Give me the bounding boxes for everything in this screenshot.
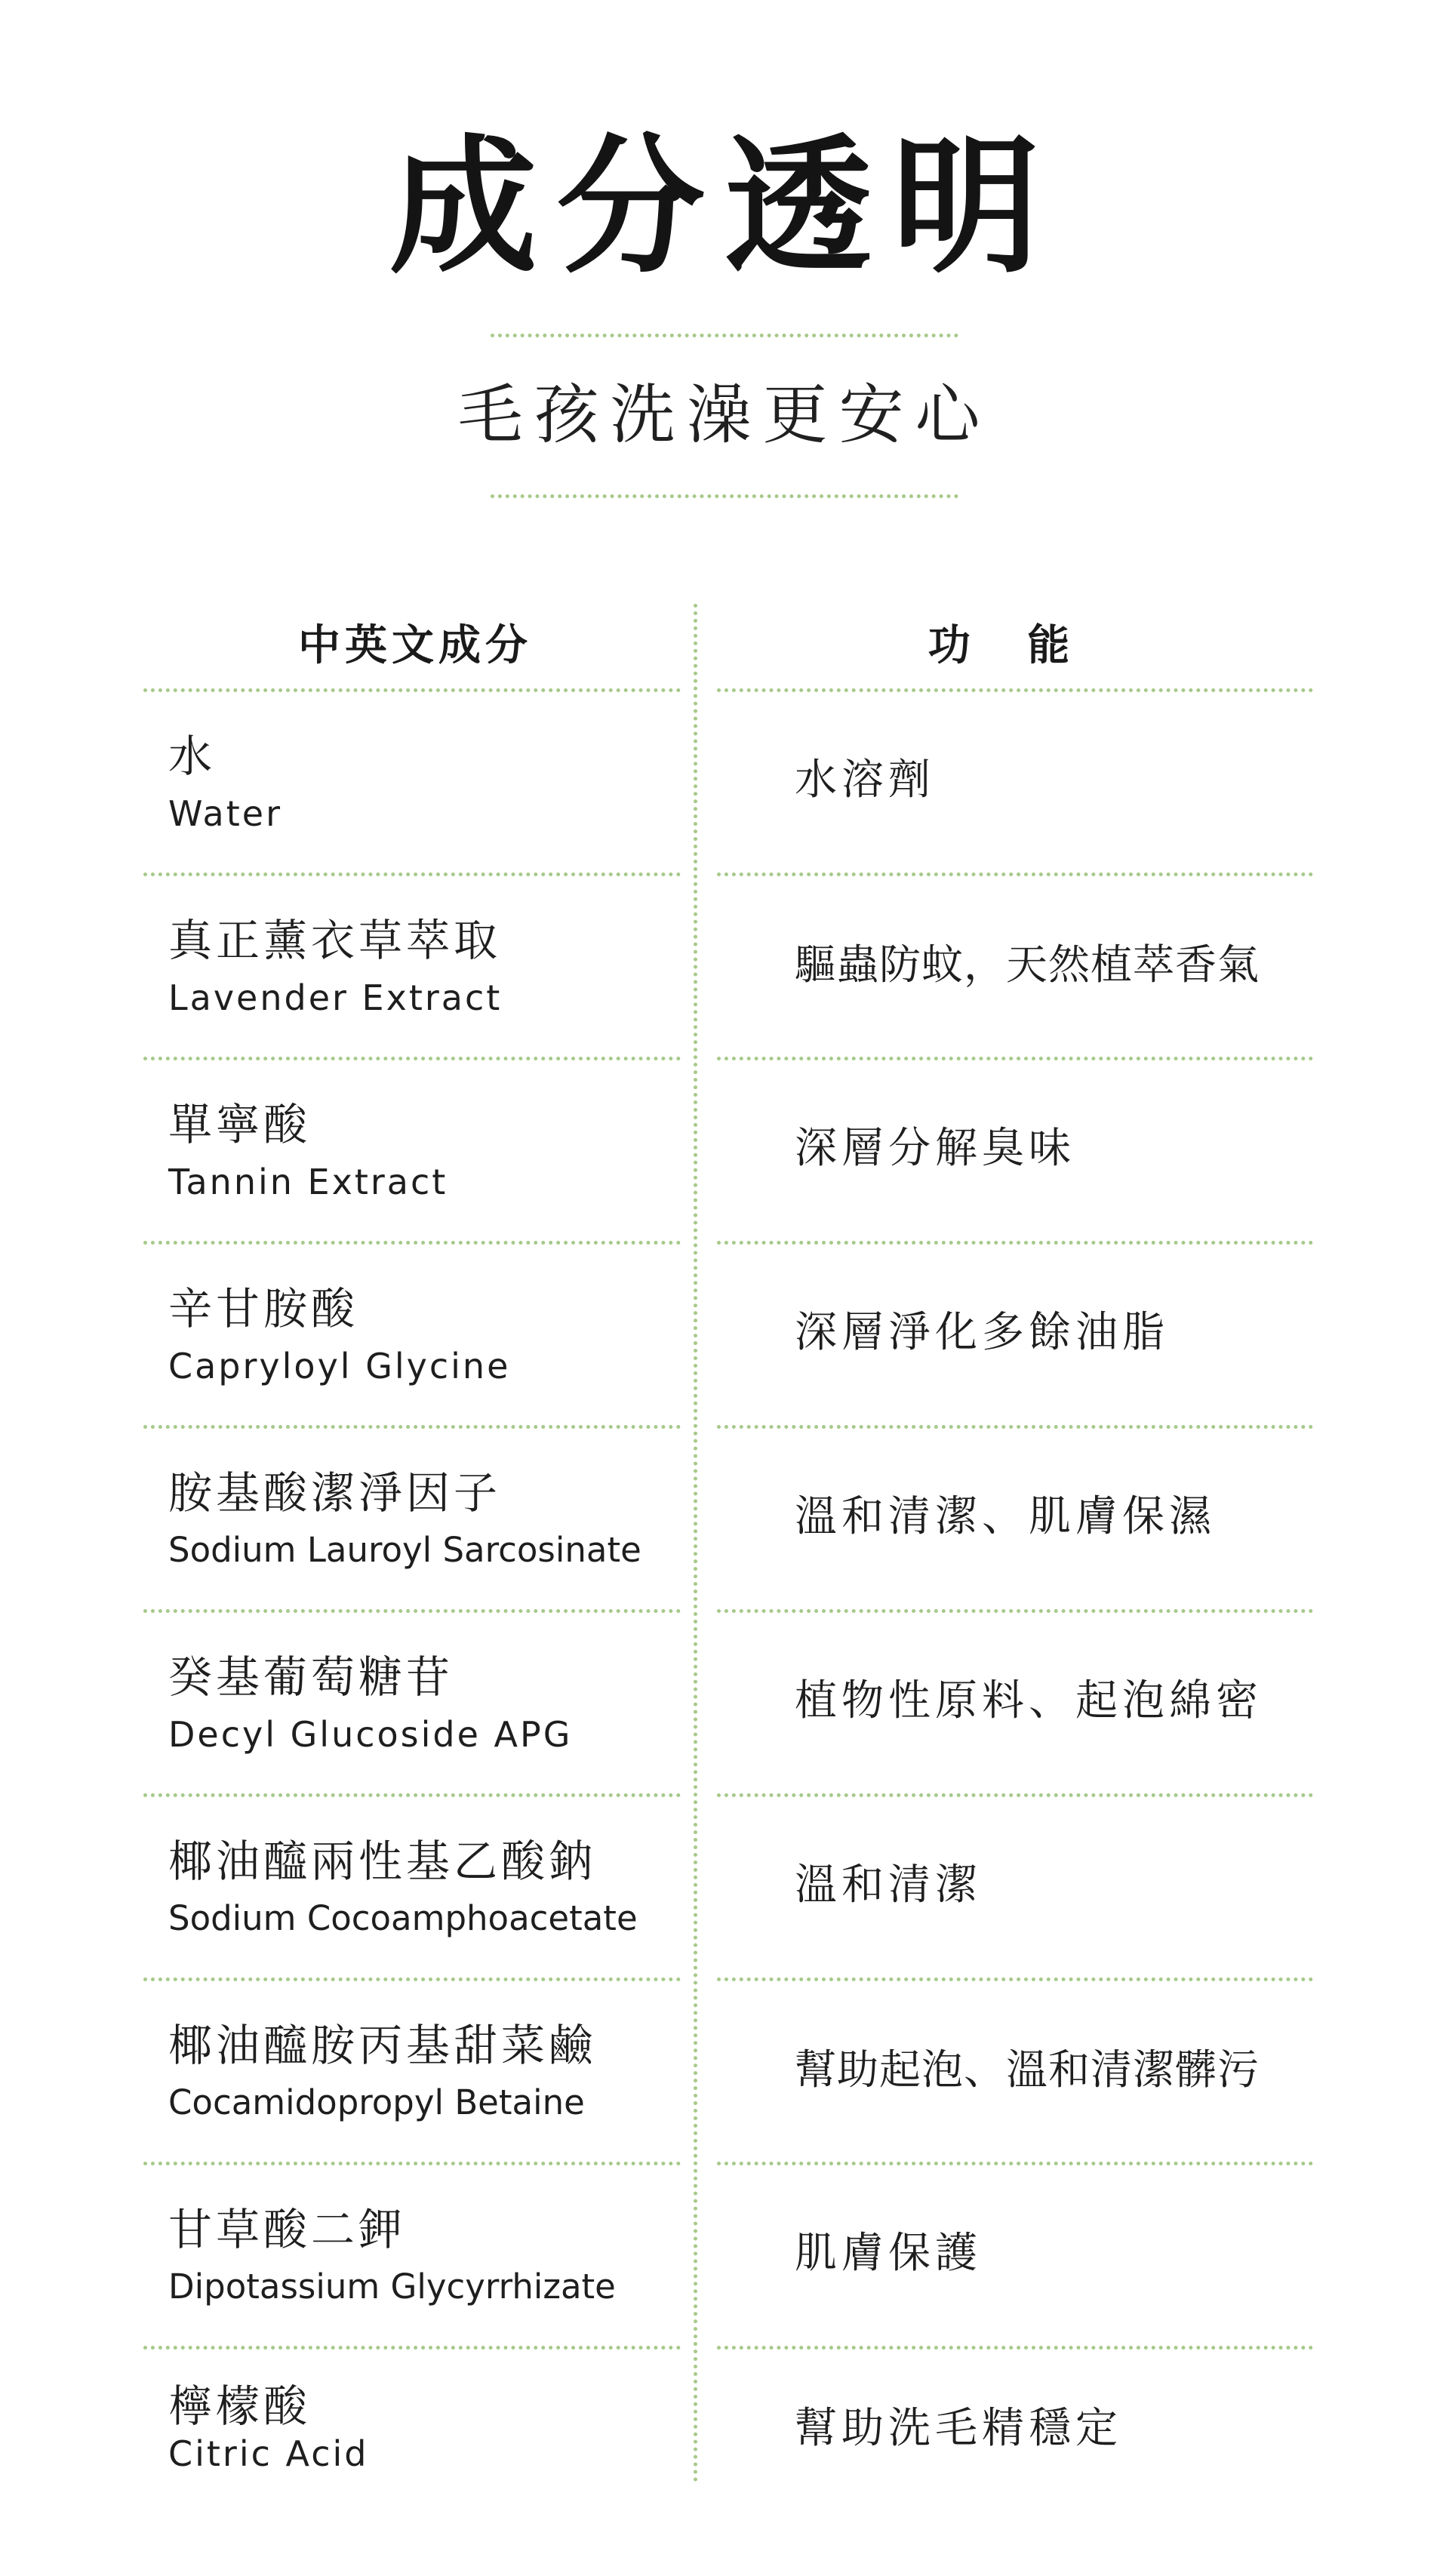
ingredient-function: 幫助起泡、溫和清潔髒污 [795, 2045, 1260, 2094]
ingredient-function: 溫和清潔、肌膚保濕 [795, 1492, 1216, 1541]
table-row [143, 688, 1313, 873]
ingredient-cn: 真正薰衣草萃取 [168, 915, 502, 966]
row-divider [143, 873, 681, 876]
ingredient-function: 深層分解臭味 [795, 1124, 1075, 1173]
table-row [143, 1241, 1313, 1425]
ingredient-cn: 癸基葡萄糖苷 [168, 1651, 454, 1703]
ingredient-cn: 甘草酸二鉀 [168, 2204, 407, 2255]
table-row [143, 873, 1313, 1057]
ingredient-function: 植物性原料、起泡綿密 [795, 1676, 1263, 1725]
ingredient-en: Dipotassium Glycyrrhizate [168, 2267, 616, 2307]
ingredient-en: Lavender Extract [168, 977, 503, 1018]
row-divider [143, 1057, 681, 1060]
page-subtitle: 毛孩洗澡更安心 [457, 377, 992, 453]
ingredient-en: Water [168, 793, 282, 834]
row-divider [143, 2346, 681, 2350]
table-row [143, 2346, 1313, 2483]
row-divider [143, 1977, 681, 1981]
title-divider-top [491, 334, 958, 337]
row-divider [143, 1609, 681, 1613]
ingredients-table [143, 604, 1313, 2483]
ingredient-cn: 椰油醯兩性基乙酸鈉 [168, 1836, 597, 1887]
ingredient-cn: 辛甘胺酸 [168, 1283, 359, 1334]
table-row [143, 1793, 1313, 1977]
table-row [143, 2162, 1313, 2346]
row-divider [143, 2162, 681, 2165]
header-function: 功 能 [928, 621, 1091, 670]
page-title: 成分透明 [389, 122, 1060, 294]
title-divider-bottom [491, 494, 958, 498]
ingredient-cn: 椰油醯胺丙基甜菜鹼 [168, 2020, 597, 2071]
table-row [143, 1057, 1313, 1241]
row-divider [143, 1241, 681, 1245]
ingredient-en: Sodium Lauroyl Sarcosinate [168, 1530, 641, 1570]
ingredient-function: 肌膚保護 [795, 2229, 982, 2278]
ingredient-en: Sodium Cocoamphoacetate [168, 1898, 638, 1938]
ingredient-function: 驅蟲防蚊，天然植萃香氣 [795, 940, 1260, 989]
ingredient-en: Citric Acid [168, 2433, 369, 2474]
table-row [143, 1977, 1313, 2162]
row-divider [143, 1793, 681, 1797]
ingredient-function: 幫助洗毛精穩定 [795, 2404, 1122, 2453]
row-divider [143, 688, 681, 692]
table-row [143, 1609, 1313, 1793]
ingredient-function: 水溶劑 [795, 756, 935, 805]
ingredient-cn: 單寧酸 [168, 1099, 312, 1150]
ingredient-function: 深層淨化多餘油脂 [795, 1308, 1169, 1357]
table-header [143, 604, 1313, 688]
ingredient-function: 溫和清潔 [795, 1860, 982, 1910]
row-divider [143, 1425, 681, 1429]
ingredient-cn: 水 [168, 731, 217, 782]
ingredient-en: Decyl Glucoside APG [168, 1714, 573, 1755]
ingredient-cn: 檸檬酸 [168, 2381, 312, 2432]
ingredient-cn: 胺基酸潔淨因子 [168, 1467, 502, 1519]
header-ingredient: 中英文成分 [298, 621, 532, 670]
ingredient-en: Cocamidopropyl Betaine [168, 2082, 585, 2122]
ingredient-en: Tannin Extract [168, 1162, 448, 1202]
table-row [143, 1425, 1313, 1609]
ingredient-en: Capryloyl Glycine [168, 1346, 511, 1386]
